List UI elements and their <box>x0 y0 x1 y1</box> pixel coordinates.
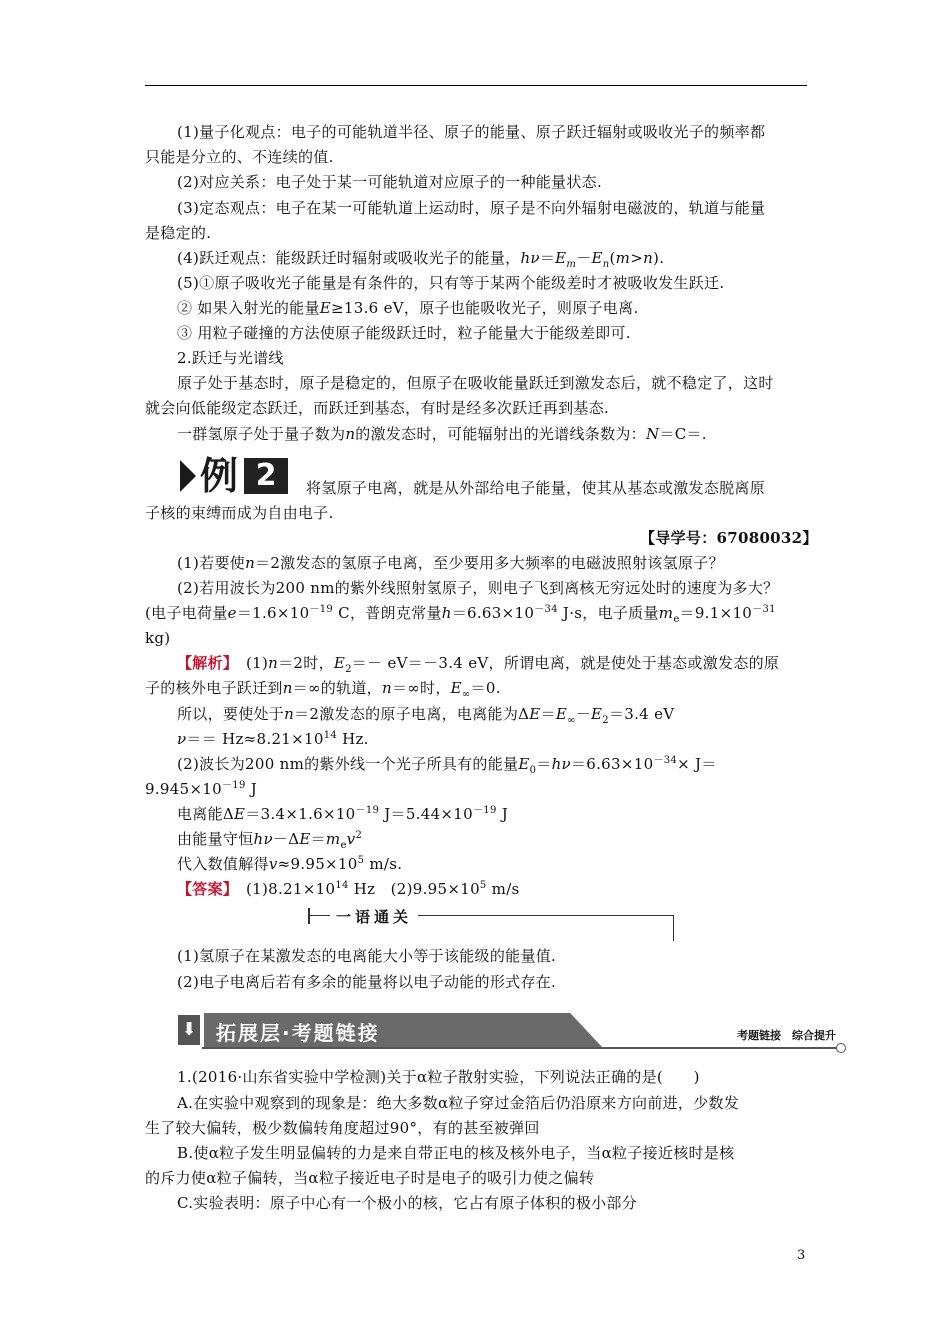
solution-line: 子的核外电子跃迁到n＝∞的轨道，n＝∞时，$E_\infty=0$. <box>145 679 501 700</box>
text: 的轨道， <box>320 679 382 697</box>
exercise-option: C.实验表明：原子中心有一个极小的核，它占有原子体积的极小部分 <box>177 1194 638 1212</box>
divider <box>308 908 310 924</box>
divider <box>202 1047 602 1049</box>
paragraph: ③ 用粒子碰撞的方法使原子能级跃迁时，粒子能量大于能级差即可. <box>177 324 631 342</box>
banner-title: 拓展层·考题链接 <box>216 1021 380 1045</box>
page-number: 3 <box>797 1248 806 1263</box>
paragraph: 就会向低能级定态跃迁，而跃迁到基态，有时是经多次跃迁再到基态. <box>145 399 610 417</box>
text: 由能量守恒 <box>177 830 254 848</box>
text: 9.945×10 <box>145 780 222 798</box>
banner-subtitle: 考题链接 综合提升 <box>737 1029 836 1042</box>
text: 电离能 <box>177 805 223 823</box>
text: J·s，电子质量 <box>562 604 659 622</box>
guide-number: 【导学号：67080032】 <box>640 529 818 547</box>
answer-tag: 【答案】 <box>177 880 231 898</box>
subheading: 2.跃迁与光谱线 <box>177 349 284 367</box>
summary-label: 一语通关 <box>330 906 418 927</box>
paragraph: 子核的束缚而成为自由电子. <box>145 504 334 522</box>
paragraph: (4)跃迁观点：能级跃迁时辐射或吸收光子的能量，$h\nu=E_m-E_n(m>n)$. <box>177 249 665 270</box>
exercise-option: 生了较大偏转，极少数偏转角度超过90°，有的甚至被弹回 <box>145 1119 540 1137</box>
text: 代入数值解得 <box>177 855 269 873</box>
text: (电子电荷量 <box>145 604 228 622</box>
paragraph: (5)①原子吸收光子能量是有条件的，只有等于某两个能级差时才被吸收发生跃迁. <box>177 274 725 292</box>
paragraph: 一群氢原子处于量子数为n的激发态时，可能辐射出的光谱线条数为：N＝C＝. <box>177 425 707 443</box>
example-number: 2 <box>244 458 288 494</box>
text: Hz (2)9.95×10 <box>353 880 480 898</box>
arrow-down-icon: ⬇ <box>178 1015 200 1045</box>
text: (4)跃迁观点：能级跃迁时辐射或吸收光子的能量， <box>177 249 521 267</box>
summary-line: (1)氢原子在某激发态的电离能大小等于该能级的能量值. <box>177 947 557 965</box>
question: kg) <box>145 629 171 647</box>
paragraph: 只能是分立的、不连续的值. <box>145 148 334 166</box>
text: C，普朗克常量 <box>338 604 442 622</box>
answer-line: 【答案】 $(1)8.21\times 10^{14}$ Hz $(2)9.95\times 10^5$ m/s <box>177 880 520 898</box>
example-badge <box>180 456 292 496</box>
paragraph: (3)定态观点：电子在某一可能轨道上运动时，原子是不向外辐射电磁波的，轨道与能量 <box>177 199 766 217</box>
question: (电子电荷量$e=1.6\times 10^{-19}$ C，普朗克常量$h=6.63\times 10^{-34}$ J·s，电子质量$m_e=9.1\times 10^{-31}$ <box>145 604 776 625</box>
divider <box>598 1047 844 1049</box>
text: 的激发态时，可能辐射出的光谱线条数为： <box>355 425 646 443</box>
solution-line: $9.945\times 10^{-19}$ J <box>145 780 258 798</box>
text: 激发态的原子电离，电离能为 <box>319 705 519 723</box>
exercise-option: A.在实验中观察到的现象是：绝大多数α粒子穿过金箔后仍沿原来方向前进，少数发 <box>177 1094 740 1112</box>
paragraph: 将氢原子电离，就是从外部给电子能量，使其从基态或激发态脱离原 <box>306 479 766 497</box>
paragraph: (1)量子化观点：电子的可能轨道半径、原子的能量、原子跃迁辐射或吸收光子的频率都 <box>177 123 766 141</box>
triangle-icon <box>180 460 196 492</box>
text: 一群氢原子处于量子数为 <box>177 425 346 443</box>
text: (1)8.21×10 <box>246 880 336 898</box>
text: 所以，要使处于 <box>177 705 285 723</box>
header-rule <box>145 85 807 86</box>
question: (2)若用波长为200 nm的紫外线照射氢原子，则电子飞到离核无穷远处时的速度为多大？ <box>177 579 779 597</box>
solution-line: 代入数值解得$v\approx 9.95\times 10^5$ m/s. <box>177 855 403 873</box>
paragraph: (2)对应关系：电子处于某一可能轨道对应原子的一种能量状态. <box>177 173 603 191</box>
solution-line: $\nu== Hz\approx 8.21\times 10^{14}$ Hz. <box>177 730 369 748</box>
paragraph: 是稳定的. <box>145 224 212 242</box>
paragraph: ② 如果入射光的能量E≥13.6 eV，原子也能吸收光子，则原子电离. <box>177 299 639 317</box>
text: 子的核外电子跃迁到 <box>145 679 283 697</box>
example-label: 例 <box>200 454 239 498</box>
text: ② 如果入射光的能量 <box>177 299 320 317</box>
exercise-option: B.使α粒子发生明显偏转的力是来自带正电的核及核外电子，当α粒子接近核时是核 <box>177 1144 735 1162</box>
summary-line: (2)电子电离后若有多余的能量将以电子动能的形式存在. <box>177 973 557 991</box>
text: 的氢原子电离，至少要用多大频率的电磁波照射该氢原子？ <box>326 554 724 572</box>
summary-box <box>308 906 674 940</box>
question: (1)若要使n＝2激发态的氢原子电离，至少要用多大频率的电磁波照射该氢原子？ <box>177 554 724 572</box>
solution-line: (2)波长为200 nm的紫外线一个光子所具有的能量$E_0=h\nu=6.63\times 10^{-34}\times J=$ <box>177 755 717 776</box>
exercise-question: 1.(2016·山东省实验中学检测)关于α粒子散射实验，下列说法正确的是( ) <box>177 1068 700 1086</box>
solution-line: 由能量守恒$h\nu-\Delta E=m_ev^2$ <box>177 830 363 851</box>
text: ，所谓电离，就是使处于基态或激发态的原 <box>488 654 780 672</box>
text: m/s <box>491 880 520 898</box>
solution-tag: 【解析】 <box>177 654 231 672</box>
solution-line: 【解析】 (1)n＝2时，$E_2=- eV=-3.4$ eV，所谓电离，就是使处于基态或激发态的原 <box>177 654 780 675</box>
text: (2)波长为200 nm的紫外线一个光子所具有的能量 <box>177 755 519 773</box>
section-banner <box>178 1013 846 1051</box>
text: ，原子也能吸收光子，则原子电离. <box>403 299 639 317</box>
divider <box>673 915 674 941</box>
paragraph: 原子处于基态时，原子是稳定的，但原子在吸收能量跃迁到激发态后，就不稳定了，这时 <box>177 374 774 392</box>
solution-line: 所以，要使处于n＝2激发态的原子电离，电离能为$\Delta E=E_\infty-E_2=3.4$ eV <box>177 705 675 726</box>
circle-icon <box>836 1043 846 1053</box>
exercise-option: 的斥力使α粒子偏转，当α粒子接近电子时是电子的吸引力使之偏转 <box>145 1169 595 1187</box>
solution-line: 电离能$\Delta E=3.4\times 1.6\times 10^{-19}$ $J=5.44\times 10^{-19}$ J <box>177 805 509 823</box>
